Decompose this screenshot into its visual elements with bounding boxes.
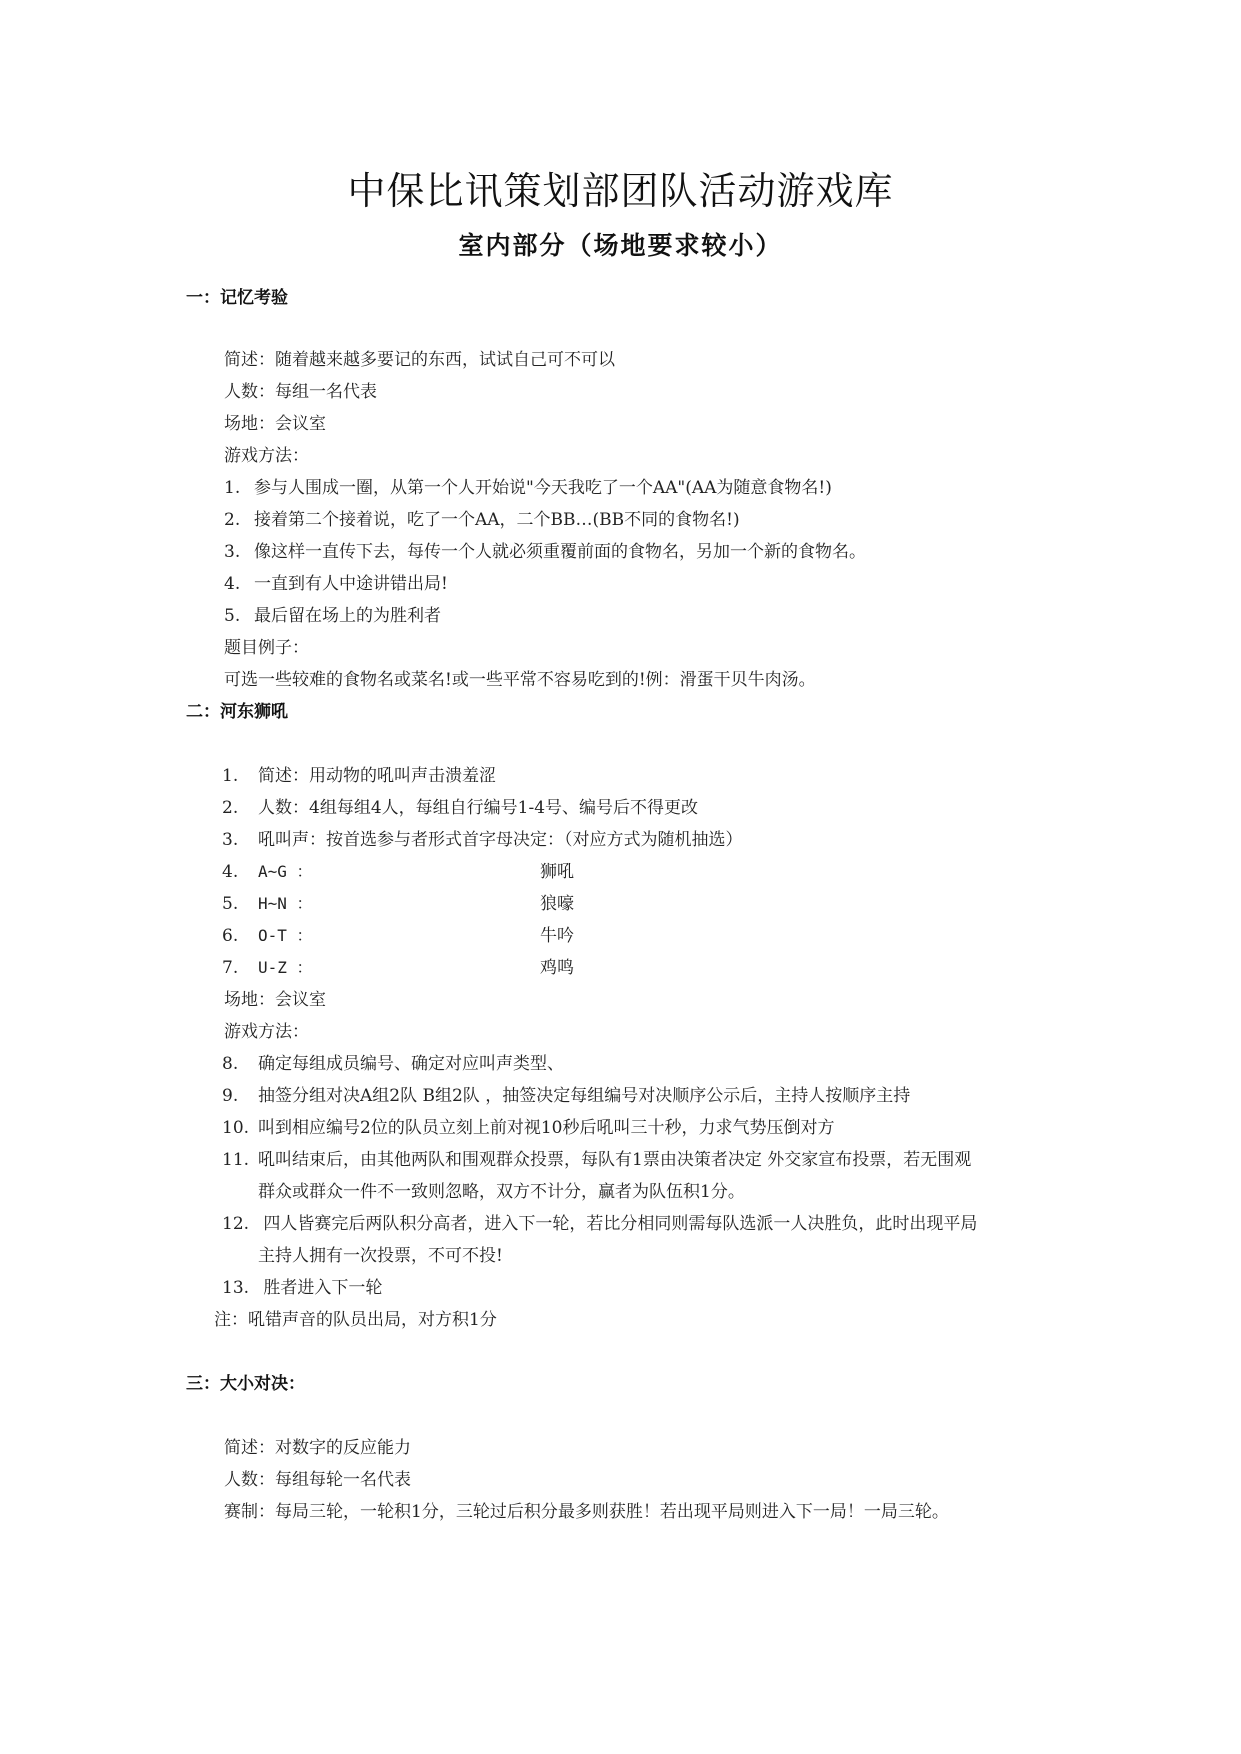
sec2-step-continuation: 群众或群众一件不一致则忽略，双方不计分，赢者为队伍积1分。 — [258, 1182, 745, 1202]
sec2-step-continuation: 主持人拥有一次投票，不可不投! — [258, 1246, 503, 1266]
section-heading-roar: 二：河东狮吼 — [186, 702, 288, 722]
sec2-item — [222, 764, 496, 788]
step-number: 5. — [224, 606, 241, 626]
sec1-step — [224, 540, 866, 564]
sec2-step — [222, 1084, 910, 1108]
sec3-people: 人数：每组每轮一名代表 — [224, 1470, 411, 1490]
sound-type: 狼嚎 — [540, 894, 574, 914]
step-text: 接着第二个接着说，吃了一个AA，二个BB…(BB不同的食物名!) — [254, 510, 740, 530]
item-number: 1. — [222, 766, 239, 786]
page-subtitle: 室内部分（场地要求较小） — [458, 231, 783, 260]
sec2-method-label: 游戏方法： — [224, 1022, 309, 1042]
step-number: 10. — [222, 1118, 250, 1138]
sec2-venue: 场地：会议室 — [224, 990, 326, 1010]
step-text: 最后留在场上的为胜利者 — [254, 606, 441, 626]
sec3-rules: 赛制：每局三轮，一轮积1分，三轮过后积分最多则获胜！若出现平局则进入下一局！一局三轮。 — [224, 1502, 949, 1522]
sec2-step — [222, 1212, 977, 1236]
item-number: 3. — [222, 830, 239, 850]
letter-range: A~G ： — [258, 862, 313, 881]
step-text: 抽签分组对决A组2队 B组2队 ，抽签决定每组编号对决顺序公示后，主持人按顺序主持 — [258, 1086, 911, 1106]
sound-type: 狮吼 — [540, 862, 574, 882]
sec3-brief: 简述：对数字的反应能力 — [224, 1438, 411, 1458]
item-number: 6. — [222, 926, 239, 946]
page-title: 中保比讯策划部团队活动游戏库 — [347, 169, 894, 213]
step-number: 3. — [224, 542, 241, 562]
sec1-step — [224, 476, 832, 500]
letter-range: U-Z ： — [258, 958, 313, 977]
item-text: 简述：用动物的吼叫声击溃羞涩 — [258, 766, 496, 786]
sec2-item — [222, 828, 743, 852]
item-text: 吼叫声：按首选参与者形式首字母决定：（对应方式为随机抽选） — [258, 830, 743, 850]
sound-type: 牛吟 — [540, 926, 574, 946]
sec1-step — [224, 604, 441, 628]
step-number: 12. — [222, 1214, 250, 1234]
sec2-step — [222, 1052, 564, 1076]
step-number: 4. — [224, 574, 241, 594]
letter-range: H~N ： — [258, 894, 313, 913]
step-number: 1. — [224, 478, 241, 498]
sec2-step — [222, 1116, 834, 1140]
step-number: 9. — [222, 1086, 239, 1106]
item-number: 4. — [222, 862, 239, 882]
sec2-mapping-row — [222, 860, 574, 884]
sec1-step — [224, 508, 740, 532]
sec1-example-label: 题目例子： — [224, 638, 309, 658]
step-number: 11. — [222, 1150, 250, 1170]
step-text: 像这样一直传下去，每传一个人就必须重覆前面的食物名，另加一个新的食物名。 — [254, 542, 866, 562]
step-text: 胜者进入下一轮 — [258, 1278, 383, 1298]
sec2-step — [222, 1276, 382, 1300]
sec1-people: 人数：每组一名代表 — [224, 382, 377, 402]
item-number: 2. — [222, 798, 239, 818]
sound-type: 鸡鸣 — [540, 958, 574, 978]
sec2-mapping-row — [222, 956, 574, 980]
sec2-mapping-row — [222, 892, 574, 916]
sec1-step — [224, 572, 448, 596]
step-text: 一直到有人中途讲错出局! — [254, 574, 448, 594]
item-number: 7. — [222, 958, 239, 978]
sec1-brief: 简述：随着越来越多要记的东西，试试自己可不可以 — [224, 350, 615, 370]
step-text: 叫到相应编号2位的队员立刻上前对视10秒后吼叫三十秒，力求气势压倒对方 — [258, 1118, 835, 1138]
sec2-item — [222, 796, 698, 820]
letter-range: O-T ： — [258, 926, 313, 945]
step-number: 8. — [222, 1054, 239, 1074]
item-number: 5. — [222, 894, 239, 914]
section-heading-memory: 一：记忆考验 — [186, 288, 288, 308]
sec2-mapping-row — [222, 924, 574, 948]
step-number: 2. — [224, 510, 241, 530]
sec2-step — [222, 1148, 971, 1172]
step-text: 参与人围成一圈，从第一个人开始说"今天我吃了一个AA"(AA为随意食物名!) — [254, 478, 832, 498]
sec1-method-label: 游戏方法： — [224, 446, 309, 466]
step-number: 13. — [222, 1278, 250, 1298]
sec1-venue: 场地：会议室 — [224, 414, 326, 434]
section-heading-bigsmall: 三：大小对决： — [186, 1374, 305, 1394]
sec2-note: 注：吼错声音的队员出局，对方积1分 — [214, 1310, 497, 1330]
sec1-example: 可选一些较难的食物名或菜名!或一些平常不容易吃到的!例：滑蛋干贝牛肉汤。 — [224, 670, 816, 690]
step-text: 吼叫结束后，由其他两队和围观群众投票，每队有1票由决策者决定 外交家宣布投票，若无围观 — [258, 1150, 972, 1170]
step-text: 确定每组成员编号、确定对应叫声类型、 — [258, 1054, 564, 1074]
step-text: 四人皆赛完后两队积分高者，进入下一轮，若比分相同则需每队选派一人决胜负，此时出现平局 — [258, 1214, 978, 1234]
item-text: 人数：4组每组4人，每组自行编号1-4号、编号后不得更改 — [258, 798, 699, 818]
